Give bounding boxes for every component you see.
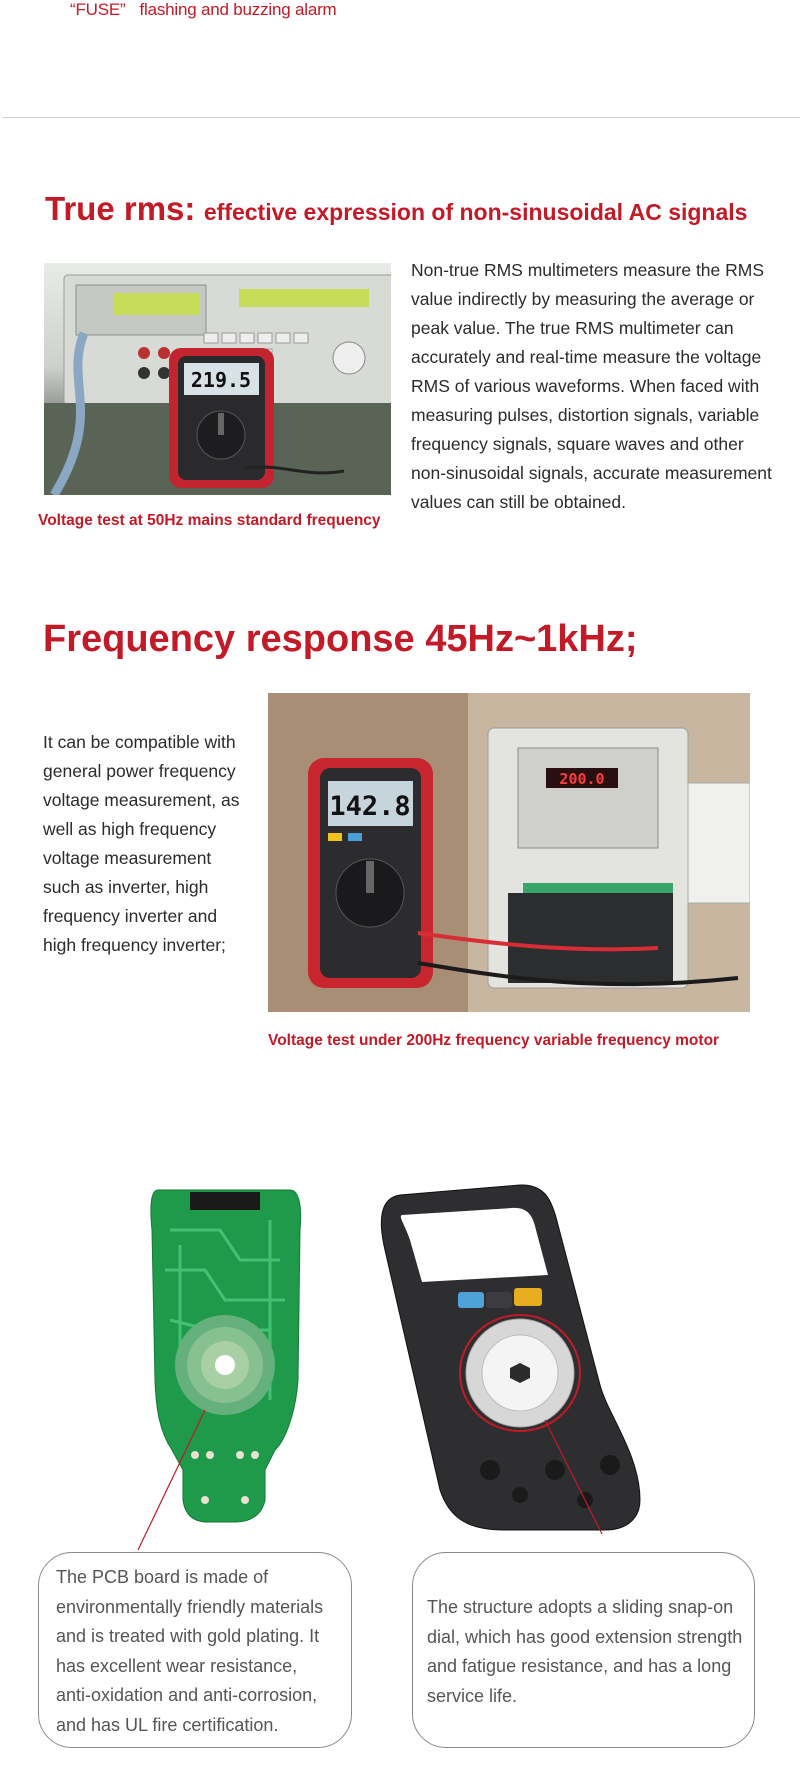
fuse-alarm-text: flashing and buzzing alarm [139, 0, 337, 19]
vfd-test-caption: Voltage test under 200Hz frequency variable frequency motor [268, 1032, 720, 1049]
frequency-response-title: Frequency response 45Hz~1kHz; [43, 618, 638, 660]
meter-reading-text: 219.5 [190, 368, 252, 392]
vfd-motor-test-photo [268, 693, 750, 1012]
pcb-info-text: The PCB board is made of environmentally friendly materials and is treated with gold plating. It has excellent wear resistance, anti-oxidation and anti-corrosion, and has UL fire certification. [56, 1567, 324, 1735]
structure-info-bubble [412, 1552, 755, 1748]
section-divider [3, 117, 800, 118]
fuse-alarm-note [70, 0, 337, 20]
component-illustrations [0, 1170, 800, 1550]
true-rms-description: Non-true RMS multimeters measure the RMS value indirectly by measuring the average or peak value. The true RMS multimeter can accurately and real-time measure the voltage RMS of various waveforms. When faced with measuring pulses, distortion signals, variable frequency signals, square waves and other non-sinusoidal signals, accurate measurement values can still be obtained. [411, 260, 772, 512]
structure-info-text: The structure adopts a sliding snap-on dial, which has good extension strength and fatigue resistance, and has a long service life. [427, 1597, 743, 1706]
true-rms-heading [45, 190, 747, 228]
fuse-label: “FUSE” [70, 0, 126, 19]
meter-reading-text-2: 142.8 [329, 791, 411, 822]
true-rms-title: True rms: [45, 190, 196, 227]
housing-dial-image [381, 1185, 640, 1534]
true-rms-subtitle: effective expression of non-sinusoidal AC signals [203, 199, 748, 225]
mains-voltage-test-photo [44, 263, 391, 495]
pcb-info-bubble [38, 1552, 352, 1748]
mains-test-caption: Voltage test at 50Hz mains standard frequency [38, 512, 381, 529]
pcb-board-image [138, 1190, 301, 1550]
inverter-display-text: 200.0 [559, 770, 605, 788]
frequency-description: It can be compatible with general power frequency voltage measurement, as well as high frequency voltage measurement such as inverter, high frequency inverter and high frequency inverter; [43, 732, 240, 955]
